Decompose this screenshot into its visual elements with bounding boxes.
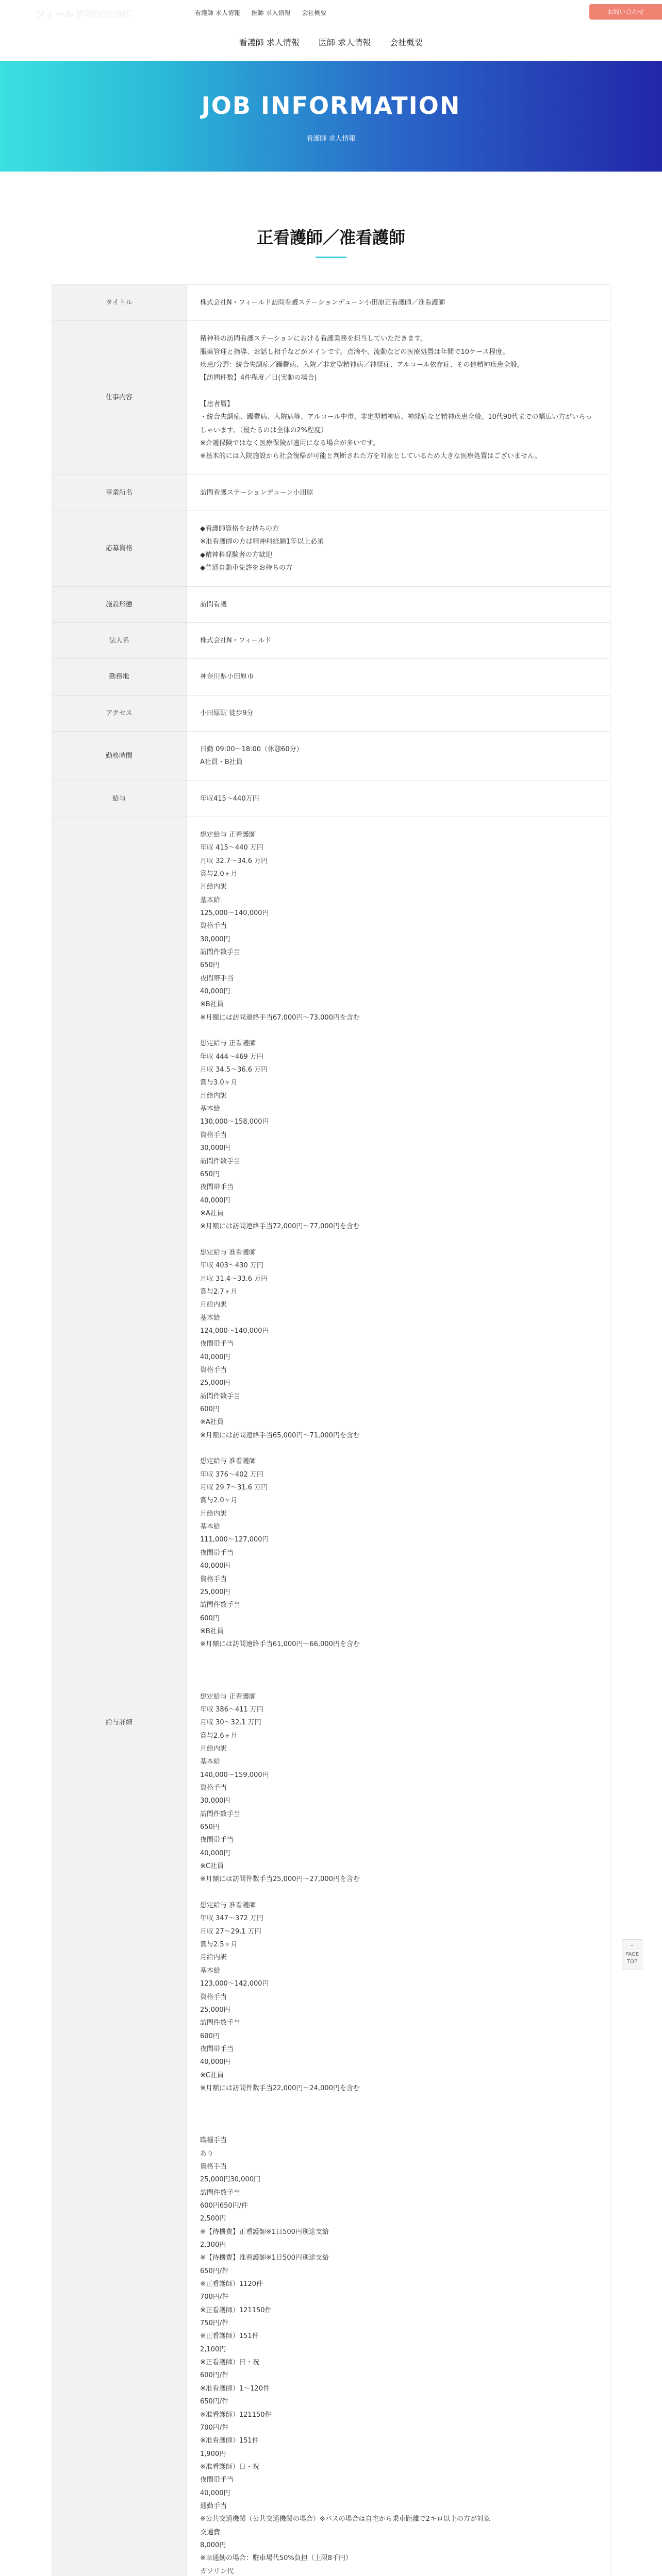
main-nav bbox=[0, 36, 662, 48]
row-value: 日勤 09:00～18:00（休憩60分） A社員・B社員 bbox=[187, 731, 610, 781]
row-label: 給与 bbox=[52, 781, 187, 817]
row-value: 年収415～440万円 bbox=[187, 781, 610, 817]
row-label: 応募資格 bbox=[52, 511, 187, 586]
table-row bbox=[52, 731, 610, 781]
table-row bbox=[52, 695, 610, 731]
row-value: 訪問看護ステーションデューン小田原 bbox=[187, 474, 610, 511]
row-value: 想定給与 正看護師 年収 415～440 万円 月収 32.7～34.6 万円 賞与2.0ヶ月 月給内訳 基本給 125,000～140,000円 資格手当 30,000円 訪問件数手当 650円 夜間帯手当 40,000円 ※B社員 ※月額には訪問連絡手当67,000円～73,000円を含む 想定給与 正看護師 年収 444～469 万円 月収 34.5～36.6 万円 賞与3.0ヶ月 月給内訳 基本給 130,000～158,000円 資格手当 30,000円 訪問件数手当 650円 夜間帯手当 40,000円 ※A社員 ※月額には訪問連絡手当72,000円～77,000円を含む 想定給与 准看護師 年収 403～430 万円 月収 31.4～33.6 万円 賞与2.7ヶ月 月給内訳 基本給 124,000～140,000円 夜間帯手当 40,000円 資格手当 25,000円 訪問件数手当 600円 ※A社員 ※月額には訪問連絡手当65,000円～71,000円を含む 想定給与 准看護師 年収 376～402 万円 月収 29.7～31.6 万円 賞与2.0ヶ月 月給内訳 基本給 111,000～127,000円 夜間帯手当 40,000円 資格手当 25,000円 訪問件数手当 600円 ※B社員 ※月額には訪問連絡手当61,000円～66,000円を含む 想定給与 正看護師 年収 386～411 万円 月収 30～32.1 万円 賞与2.6ヶ月 月給内訳 基本給 140,000～159,000円 資格手当 30,000円 訪問件数手当 650円 夜間帯手当 40,000円 ※C社員 ※月額には訪問件数手当25,000円～27,000円を含む 想定給与 准看護師 年収 347～372 万円 月収 27～29.1 万円 賞与2.5ヶ月 月給内訳 基本給 123,000～142,000円 資格手当 25,000円 訪問件数手当 600円 夜間帯手当 40,000円 ※C社員 ※月額には訪問件数手当22,000円～24,000円を含む 職種手当 あり 資格手当 25,000円30,000円 訪問件数手当 600円650円/件 2,500円 ※【待機費】正看護師※1日500円別途支給 2,300円 ※【待機費】准看護師※1日500円別途支給 650円/件 ※正看護師）1120件 700円/件 ※正看護師）121150件 750円/件 ※正看護師）151件 2,100円 ※正看護師）日・祝 600円/件 ※准看護師）1～120件 650円/件 ※准看護師）121150件 700円/件 ※准看護師）151件 1,900円 ※准看護師）日・祝 夜間帯手当 40,000円 通勤手当 ※公共交通機関（公共交通機関の場合）※バスの場合は自宅から乗車距離で2キロ以上の方が対象 交通費 8,000円 ※車通勤の場合：駐車場代50%負担（上限8千円） ガソリン代 bbox=[187, 817, 610, 2576]
table-row bbox=[52, 659, 610, 695]
row-label: 事業所名 bbox=[52, 474, 187, 511]
table-row bbox=[52, 321, 610, 474]
table-row bbox=[52, 285, 610, 321]
top-bar bbox=[0, 0, 662, 23]
row-value: 精神科の訪問看護ステーションにおける看護業務を担当していただきます。 服薬管理と指導、お話し相手などがメインです。点滴や、流動などの医療処置は年間で10ケース程度。 疾患/分野：統合失調症／躁鬱病、入院／非定型精神病／神経症、アルコール依存症、その他精神疾患全般。 【訪問件数】4件程度／日(実動の場合) 【患者層】 ・統合失調症、躁鬱病、入院病等、アルコール中毒、非定型精神病、神経症など精神疾患全般。10代90代までの幅広い方がいらっしゃいます。（最たるのは全体の2%程度） ※介護保険ではなく医療保険が適用になる場合が多いです。 ※基本的には入院施設から社会復帰が可能と判断された方を対象としているため大きな医療処置はございません。 bbox=[187, 321, 610, 474]
chevron-up-icon: ⌃ bbox=[630, 1944, 635, 1950]
nav-item-doctor[interactable]: 医師 求人情報 bbox=[318, 38, 371, 47]
table-row bbox=[52, 586, 610, 622]
nav-item-nurse[interactable]: 看護師 求人情報 bbox=[239, 38, 300, 47]
row-label: 勤務地 bbox=[52, 659, 187, 695]
row-value: 株式会社N・フィールド訪問看護ステーションデューン小田原正看護師／准看護師 bbox=[187, 285, 610, 321]
row-label: 仕事内容 bbox=[52, 321, 187, 474]
title-underline bbox=[316, 257, 346, 258]
table-row bbox=[52, 781, 610, 817]
hero-title: JOB INFORMATION bbox=[201, 92, 461, 120]
table-row bbox=[52, 622, 610, 658]
table-row bbox=[52, 474, 610, 511]
top-link-company[interactable]: 会社概要 bbox=[302, 9, 327, 16]
hero-subtitle: 看護師 求人情報 bbox=[306, 135, 356, 143]
hero-banner bbox=[0, 61, 662, 172]
row-value: 訪問看護 bbox=[187, 586, 610, 622]
row-label: アクセス bbox=[52, 695, 187, 731]
page-top-label: PAGE TOP bbox=[625, 1952, 639, 1964]
row-label: 施設形態 bbox=[52, 586, 187, 622]
row-value: ◆看護師資格をお持ちの方 ※准看護師の方は精神科経験1年以上必須 ◆精神科経験者の方歓迎 ◆普通自動車免許をお持ちの方 bbox=[187, 511, 610, 586]
page-top-button[interactable] bbox=[622, 1939, 642, 1970]
row-value: 小田原駅 徒歩9分 bbox=[187, 695, 610, 731]
row-label: 給与詳細 bbox=[52, 817, 187, 2576]
row-label: 勤務時間 bbox=[52, 731, 187, 781]
row-label: タイトル bbox=[52, 285, 187, 321]
top-link-nurse[interactable]: 看護師 求人情報 bbox=[195, 9, 240, 16]
table-row bbox=[52, 817, 610, 2576]
row-label: 法人名 bbox=[52, 622, 187, 658]
top-links bbox=[195, 8, 336, 17]
table-row bbox=[52, 511, 610, 586]
page-title: 正看護師／准看護師 bbox=[256, 228, 405, 247]
job-info-table bbox=[52, 284, 610, 2576]
site-logo[interactable]: フィールドRECRUIT bbox=[36, 9, 133, 20]
nav-item-company[interactable]: 会社概要 bbox=[390, 38, 423, 47]
contact-button[interactable]: お問い合わせ bbox=[589, 4, 662, 20]
row-value: 神奈川県小田原市 bbox=[187, 659, 610, 695]
top-link-doctor[interactable]: 医師 求人情報 bbox=[251, 9, 291, 16]
row-value: 株式会社N・フィールド bbox=[187, 622, 610, 658]
